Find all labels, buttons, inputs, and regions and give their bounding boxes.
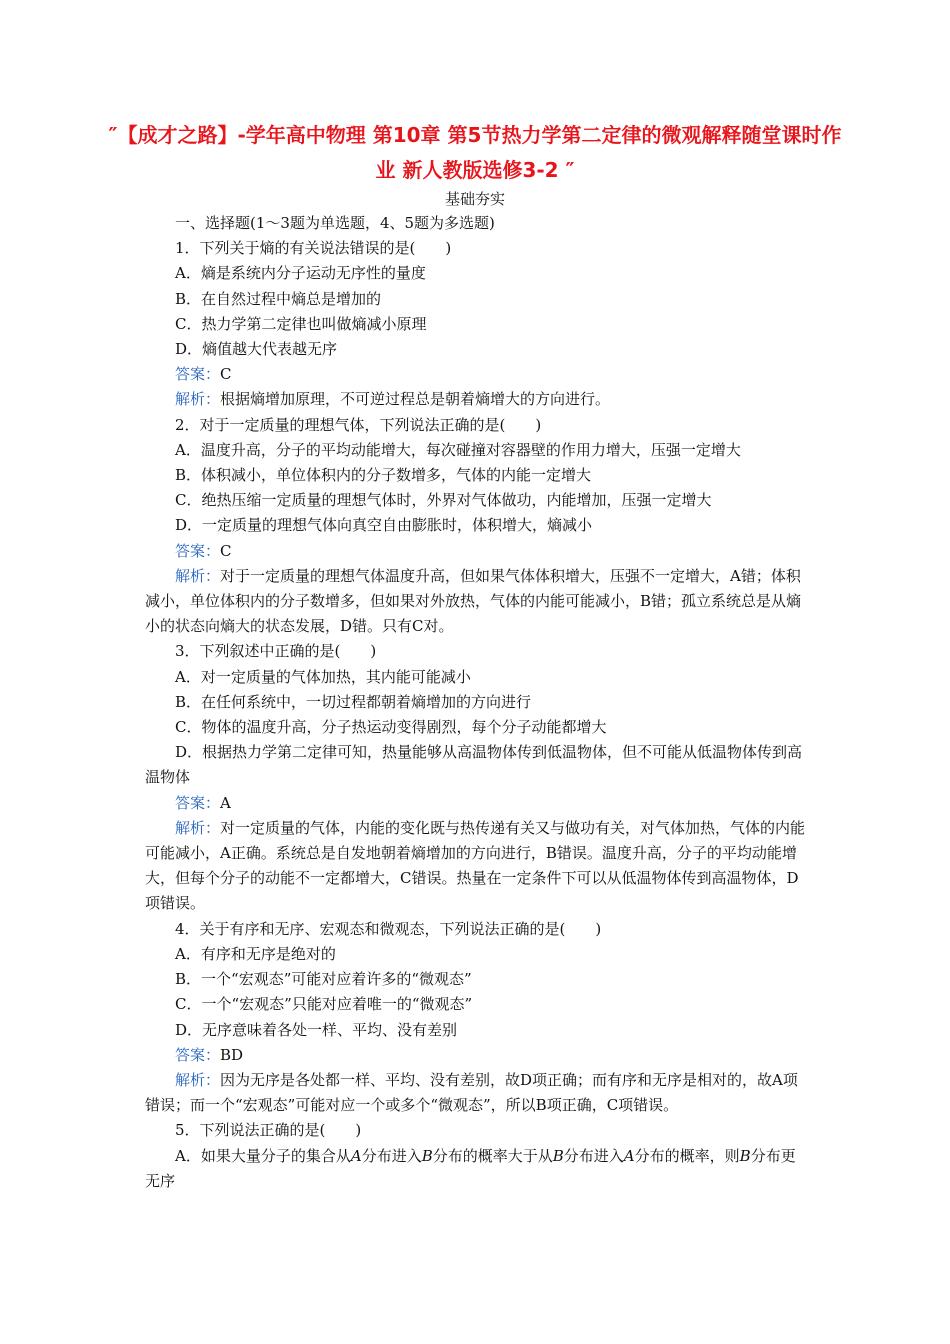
question-3-option-d: D．根据热力学第二定律可知，热量能够从高温物体传到低温物体，但不可能从低温物体传到高温物体	[145, 743, 803, 787]
answer-value: C	[220, 365, 232, 384]
question-2-option-b: B．体积减小，单位体积内的分子数增多，气体的内能一定增大	[175, 466, 592, 485]
question-5-stem: 5．下列说法正确的是( )	[175, 1121, 362, 1140]
question-3-option-a: A．对一定质量的气体加热，其内能可能减小	[175, 667, 471, 686]
question-2-option-d: D．一定质量的理想气体向真空自由膨胀时，体积增大，熵减小	[175, 516, 593, 535]
option-text: 分布的概率，则	[634, 1146, 740, 1165]
section-heading: 一、选择题(1～3题为单选题，4、5题为多选题)	[175, 214, 495, 232]
variable: B	[421, 1146, 433, 1165]
question-1-option-d: D．熵值越大代表越无序	[175, 340, 338, 359]
question-1-stem: 1．下列关于熵的有关说法错误的是( )	[175, 239, 452, 258]
question-2-analysis	[145, 564, 808, 640]
page-subtitle: 基础夯实	[444, 190, 505, 208]
analysis-label: 解析：	[175, 390, 221, 409]
option-text: 分布的概率大于从	[432, 1146, 553, 1165]
question-1-answer	[145, 362, 808, 387]
option-text: 分布更无序	[145, 1146, 796, 1190]
answer-label: 答案：	[175, 793, 221, 812]
variable: A	[350, 1146, 362, 1165]
analysis-label: 解析：	[175, 1070, 221, 1089]
document-body	[145, 211, 808, 1194]
option-text: 分布进入	[563, 1146, 624, 1165]
question-4-option-a: A．有序和无序是绝对的	[175, 944, 336, 963]
answer-value: A	[220, 793, 231, 812]
answer-label: 答案：	[175, 365, 221, 384]
option-text: A．如果大量分子的集合从	[175, 1146, 351, 1165]
question-2-stem: 2．对于一定质量的理想气体，下列说法正确的是( )	[175, 415, 542, 434]
question-4-option-c: C．一个“宏观态”只能对应着唯一的“微观态”	[175, 995, 473, 1014]
analysis-text: 因为无序是各处都一样、平均、没有差别，故D项正确；而有序和无序是相对的，故A项错误；而一个“宏观态”可能对应一个或多个“微观态”，所以B项正确，C项错误。	[145, 1070, 798, 1115]
question-4-analysis	[145, 1068, 808, 1118]
question-3-answer	[145, 791, 808, 816]
analysis-text: 对一定质量的气体，内能的变化既与热传递有关又与做功有关，对气体加热，气体的内能可能减小，A正确。系统总是自发地朝着熵增加的方向进行，B错误。温度升高，分子的平均动能增大，但每个分子的动能不一定都增大，C错误。热量在一定条件下可以从低温物体传到高温物体，D项错误。	[145, 818, 806, 913]
question-4-option-d: D．无序意味着各处一样、平均、没有差别	[175, 1020, 458, 1039]
analysis-label: 解析：	[175, 818, 221, 837]
question-3-option-b: B．在任何系统中，一切过程都朝着熵增加的方向进行	[175, 692, 532, 711]
question-3-analysis	[145, 816, 808, 917]
question-4-stem: 4．关于有序和无序、宏观态和微观态，下列说法正确的是( )	[175, 919, 602, 938]
answer-value: C	[220, 541, 232, 560]
variable: B	[739, 1146, 751, 1165]
page-title: ″【成才之路】-学年高中物理 第10章 第5节热力学第二定律的微观解释随堂课时作业 新人教版选修3-2 ″	[108, 123, 842, 182]
variable: B	[552, 1146, 564, 1165]
question-4-option-b: B．一个“宏观态”可能对应着许多的“微观态”	[175, 970, 472, 989]
question-1-option-b: B．在自然过程中熵总是增加的	[175, 289, 382, 308]
variable: A	[623, 1146, 635, 1165]
question-2-option-c: C．绝热压缩一定质量的理想气体时，外界对气体做功，内能增加，压强一定增大	[175, 491, 712, 510]
option-text: 分布进入	[361, 1146, 422, 1165]
question-2-answer	[145, 539, 808, 564]
question-1-option-a: A．熵是系统内分子运动无序性的量度	[175, 264, 426, 283]
answer-value: BD	[220, 1045, 244, 1064]
analysis-text: 根据熵增加原理，不可逆过程总是朝着熵增大的方向进行。	[220, 390, 611, 409]
question-1-option-c: C．热力学第二定律也叫做熵减小原理	[175, 314, 427, 333]
question-3-option-c: C．物体的温度升高，分子热运动变得剧烈，每个分子动能都增大	[175, 718, 607, 737]
answer-label: 答案：	[175, 541, 221, 560]
analysis-text: 对于一定质量的理想气体温度升高，但如果气体体积增大，压强不一定增大，A错；体积减小，单位体积内的分子数增多，但如果对外放热，气体的内能可能减小，B错；孤立系统总是从熵小的状态向熵大的状态发展，D错。只有C对。	[145, 566, 802, 636]
question-3-stem: 3．下列叙述中正确的是( )	[175, 642, 377, 661]
question-2-option-a: A．温度升高，分子的平均动能增大，每次碰撞对容器壁的作用力增大，压强一定增大	[175, 440, 741, 459]
question-1-analysis	[145, 387, 808, 412]
question-5-option-a	[145, 1144, 808, 1194]
question-4-answer	[145, 1043, 808, 1068]
answer-label: 答案：	[175, 1045, 221, 1064]
analysis-label: 解析：	[175, 566, 221, 585]
